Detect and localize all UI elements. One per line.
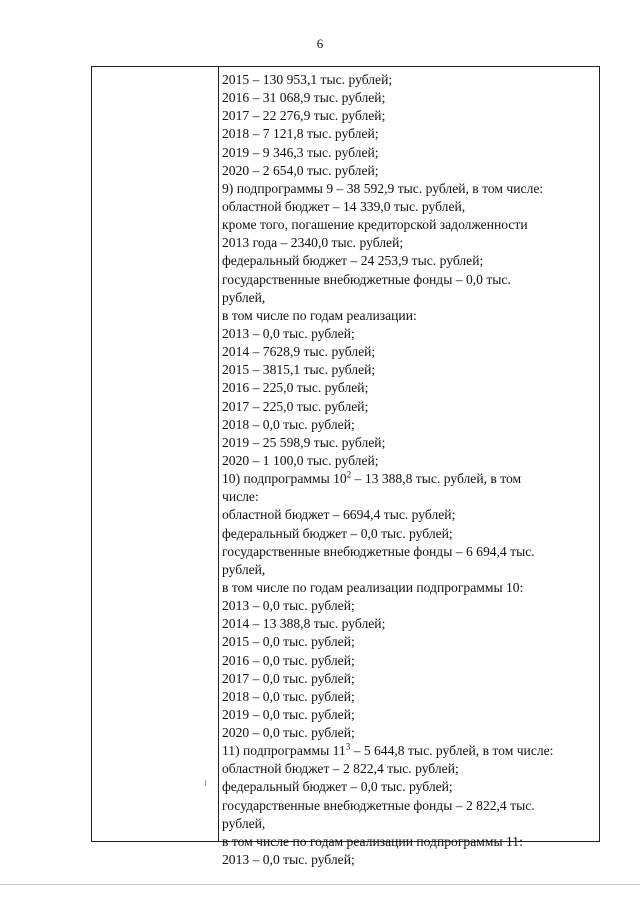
line-text: областной бюджет – 6694,4 тыс. рублей;	[222, 507, 456, 523]
text-line	[222, 89, 600, 107]
text-line	[222, 833, 600, 851]
line-text: рублей,	[222, 561, 266, 577]
text-line	[222, 379, 600, 397]
margin-mark	[205, 780, 206, 786]
text-line	[222, 271, 600, 289]
line-text: 2013 – 0,0 тыс. рублей;	[222, 852, 355, 868]
right-table-cell	[222, 71, 600, 868]
text-line	[222, 325, 600, 343]
line-text: 2020 – 2 654,0 тыс. рублей;	[222, 162, 379, 178]
text-line	[222, 742, 600, 760]
line-text: 2017 – 225,0 тыс. рублей;	[222, 398, 369, 414]
text-line	[222, 724, 600, 742]
line-text: 11) подпрограммы 11	[222, 743, 346, 759]
footnote-marker: 2	[346, 469, 352, 480]
text-line	[222, 434, 600, 452]
text-line	[222, 706, 600, 724]
text-line	[222, 525, 600, 543]
line-text: 2019 – 25 598,9 тыс. рублей;	[222, 434, 386, 450]
footnote-marker: 3	[345, 741, 351, 752]
text-line	[222, 180, 600, 198]
text-line	[222, 851, 600, 869]
line-text: 9) подпрограммы 9 – 38 592,9 тыс. рублей, в том числе:	[222, 180, 544, 196]
line-text: 2013 – 0,0 тыс. рублей;	[222, 598, 355, 614]
line-text: 2014 – 13 388,8 тыс. рублей;	[222, 616, 386, 632]
line-text: 2019 – 0,0 тыс. рублей;	[222, 706, 355, 722]
document-table	[91, 66, 600, 868]
text-line	[222, 597, 600, 615]
text-line	[222, 543, 600, 561]
line-text: федеральный бюджет – 0,0 тыс. рублей;	[222, 525, 453, 541]
text-line	[222, 343, 600, 361]
text-line	[222, 506, 600, 524]
line-text: кроме того, погашение кредиторской задолженности	[222, 217, 528, 233]
line-text: 2017 – 22 276,9 тыс. рублей;	[222, 108, 386, 124]
text-line	[222, 615, 600, 633]
line-text: 2015 – 3815,1 тыс. рублей;	[222, 362, 376, 378]
text-line	[222, 579, 600, 597]
bottom-scan-rule	[0, 884, 640, 885]
line-text: федеральный бюджет – 0,0 тыс. рублей;	[222, 779, 453, 795]
line-text: государственные внебюджетные фонды – 0,0 тыс.	[222, 271, 511, 287]
line-text: в том числе по годам реализации:	[222, 307, 417, 323]
text-line	[222, 289, 600, 307]
line-text: 2014 – 7628,9 тыс. рублей;	[222, 344, 376, 360]
text-line	[222, 416, 600, 434]
line-text: 2017 – 0,0 тыс. рублей;	[222, 670, 355, 686]
line-text: 2013 – 0,0 тыс. рублей;	[222, 325, 355, 341]
line-text: 2018 – 0,0 тыс. рублей;	[222, 416, 355, 432]
line-text: рублей,	[222, 815, 266, 831]
text-line	[222, 234, 600, 252]
text-line	[222, 652, 600, 670]
left-table-cell	[92, 67, 219, 841]
text-line	[222, 125, 600, 143]
line-text: 2016 – 0,0 тыс. рублей;	[222, 652, 355, 668]
text-line	[222, 144, 600, 162]
text-line	[222, 452, 600, 470]
text-line	[222, 778, 600, 796]
text-line	[222, 398, 600, 416]
text-line	[222, 198, 600, 216]
text-line	[222, 107, 600, 125]
line-text: государственные внебюджетные фонды – 2 822,4 тыс.	[222, 797, 535, 813]
text-line	[222, 561, 600, 579]
text-line	[222, 252, 600, 270]
line-text: областной бюджет – 14 339,0 тыс. рублей,	[222, 198, 466, 214]
line-text: 2016 – 31 068,9 тыс. рублей;	[222, 90, 386, 106]
line-text: в том числе по годам реализации подпрограммы 11:	[222, 833, 523, 849]
line-text: в том числе по годам реализации подпрограммы 10:	[222, 579, 524, 595]
text-line	[222, 815, 600, 833]
text-line	[222, 670, 600, 688]
line-text: рублей,	[222, 289, 266, 305]
line-text: 2019 – 9 346,3 тыс. рублей;	[222, 144, 379, 160]
funding-text-lines	[222, 71, 600, 869]
line-text: 2013 года – 2340,0 тыс. рублей;	[222, 235, 404, 251]
page-number: 6	[316, 36, 324, 51]
line-text-continued: – 13 388,8 тыс. рублей, в том	[351, 471, 522, 487]
line-text: 2015 – 0,0 тыс. рублей;	[222, 634, 355, 650]
text-line	[222, 470, 600, 488]
line-text: 2018 – 0,0 тыс. рублей;	[222, 688, 355, 704]
text-line	[222, 307, 600, 325]
line-text: числе:	[222, 489, 259, 505]
line-text: 2020 – 0,0 тыс. рублей;	[222, 725, 355, 741]
text-line	[222, 216, 600, 234]
text-line	[222, 633, 600, 651]
text-line	[222, 361, 600, 379]
line-text: 2015 – 130 953,1 тыс. рублей;	[222, 72, 393, 87]
text-line	[222, 488, 600, 506]
line-text: 10) подпрограммы 10	[222, 471, 347, 487]
line-text: федеральный бюджет – 24 253,9 тыс. рублей;	[222, 253, 484, 269]
line-text: государственные внебюджетные фонды – 6 694,4 тыс.	[222, 543, 535, 559]
text-line	[222, 797, 600, 815]
line-text: 2018 – 7 121,8 тыс. рублей;	[222, 126, 379, 142]
line-text-continued: – 5 644,8 тыс. рублей, в том числе:	[350, 743, 554, 759]
text-line	[222, 688, 600, 706]
text-line	[222, 71, 600, 89]
line-text: 2016 – 225,0 тыс. рублей;	[222, 380, 369, 396]
text-line	[222, 162, 600, 180]
text-line	[222, 760, 600, 778]
line-text: 2020 – 1 100,0 тыс. рублей;	[222, 452, 379, 468]
line-text: областной бюджет – 2 822,4 тыс. рублей;	[222, 761, 459, 777]
